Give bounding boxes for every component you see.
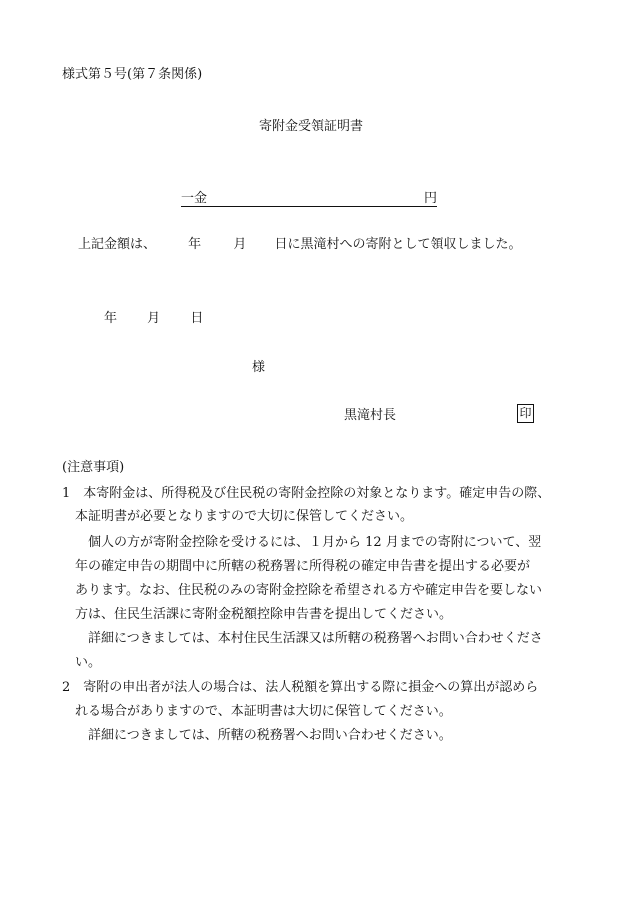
amount-suffix: 円 [423,191,437,206]
note-line: 年の確定申告の期間中に所轄の税務署に所得税の確定申告書を提出する必要が [75,559,531,574]
receipt-statement [78,238,521,251]
note-line: れる場合がありますので、本証明書は大切に保管してください。 [75,704,452,719]
note-line: 1 本寄附金は、所得税及び住民税の寄附金控除の対象となります。確定申告の際、 [62,486,551,501]
note-line: 個人の方が寄附金控除を受けるには、１月から 12 月までの寄附について、翌 [88,535,542,550]
note-line: あります。なお、住民税のみの寄附金控除を希望される方や確定申告を要しない [75,583,542,598]
note-line: 方は、住民生活課に寄附金税額控除申告書を提出してください。 [75,607,453,622]
issuer-name: 黒滝村長 [344,408,397,423]
form-number: 様式第５号(第７条関係) [62,67,203,82]
receipt-year: 年 [188,237,202,252]
recipient-honorific: 様 [252,360,266,375]
note-line: 詳細につきましては、本村住民生活課又は所轄の税務署へお問い合わせくださ [88,631,543,646]
note-line: い。 [75,655,102,670]
seal-box: 印 [517,404,534,423]
amount-field [181,192,437,207]
note-line: 詳細につきましては、所轄の税務署へお問い合わせください。 [88,728,452,743]
note-line: 2 寄附の申出者が法人の場合は、法人税額を算出する際に損金への算出が認めら [62,680,539,695]
issue-year: 年 [104,311,118,326]
issue-date [104,312,203,325]
document-title: 寄附金受領証明書 [259,119,364,134]
note-line: 本証明書が必要となりますので大切に保管してください。 [75,509,414,524]
notes-title: (注意事項) [62,460,125,475]
receipt-month: 月 [233,237,247,252]
amount-prefix: 一金 [181,191,208,206]
issue-month: 月 [147,311,161,326]
receipt-day-text: 日に黒滝村への寄附として領収しました。 [274,237,522,252]
issue-day: 日 [190,311,204,326]
receipt-lead: 上記金額は、 [78,237,157,252]
